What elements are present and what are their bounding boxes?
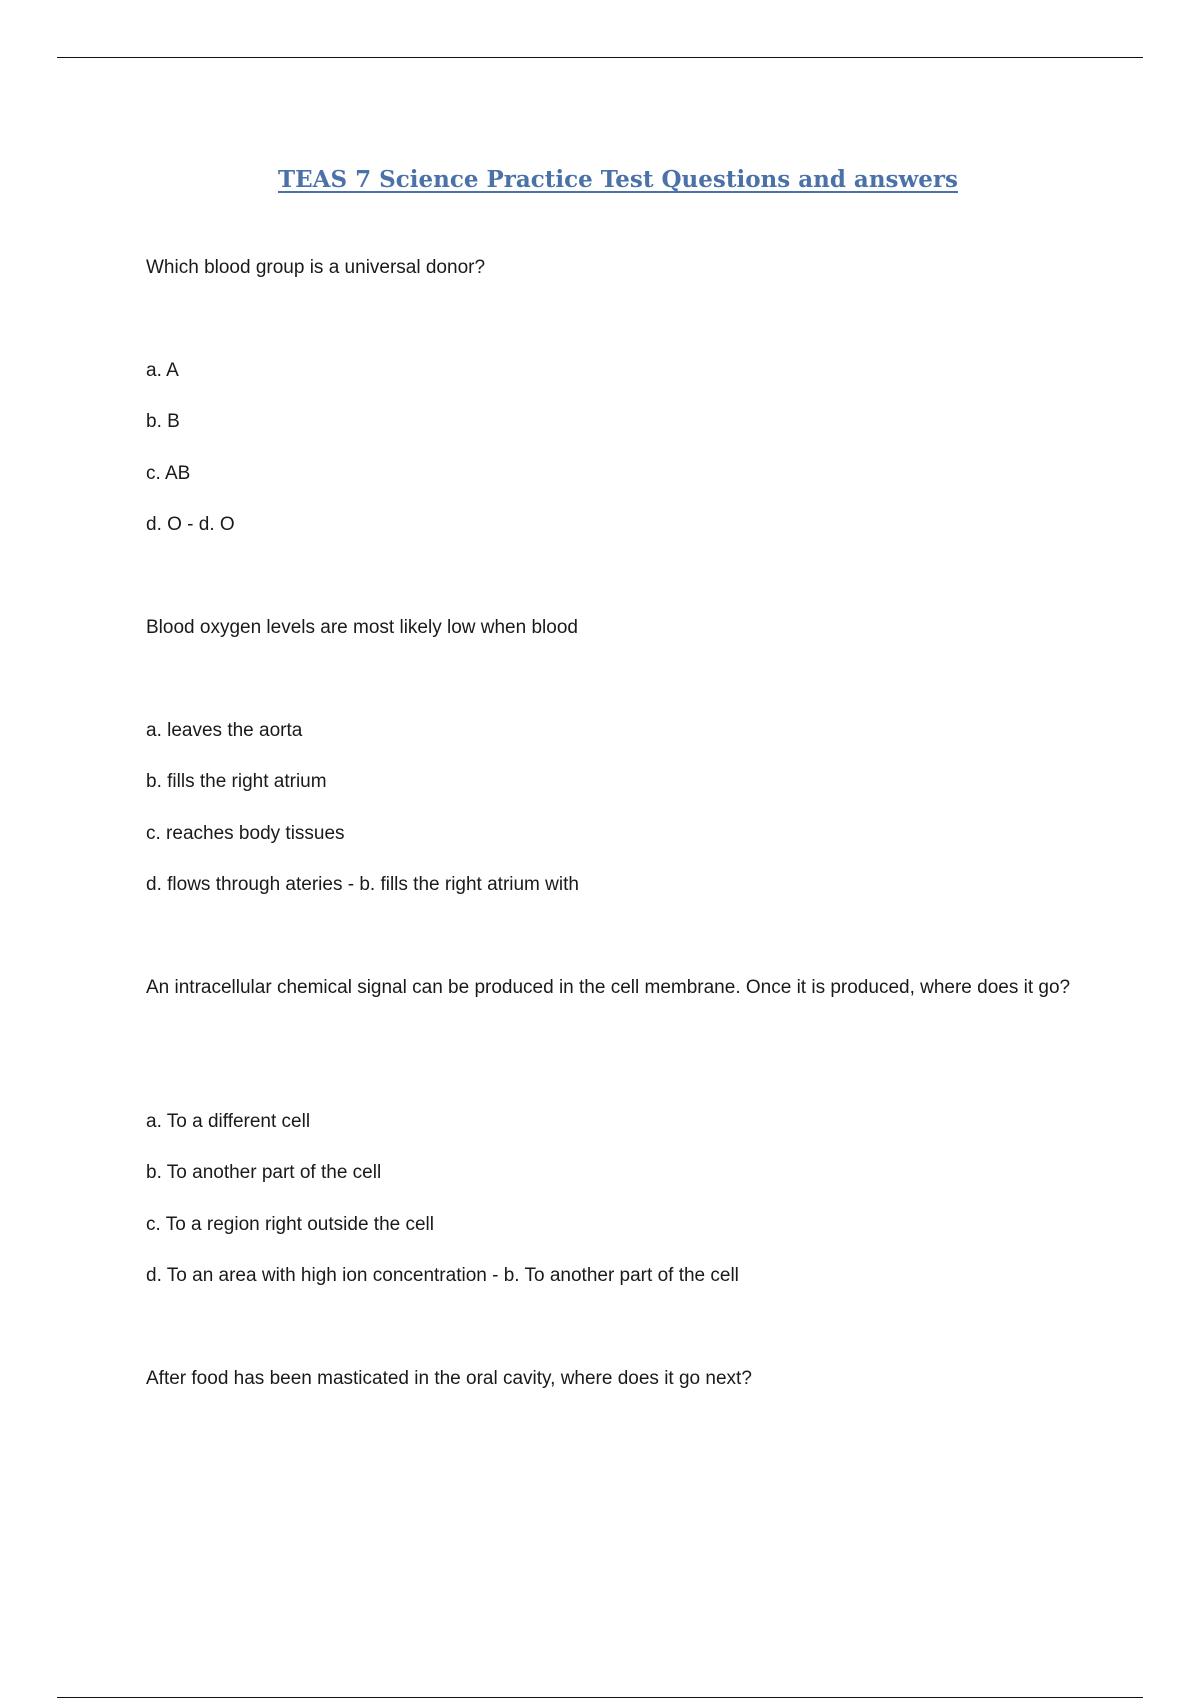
- question-3: An intracellular chemical signal can be produced in the cell membrane. Once it is produced, where does it go?: [146, 977, 1071, 998]
- question-3-option-c: c. To a region right outside the cell: [146, 1214, 434, 1235]
- question-1-option-a: a. A: [146, 360, 179, 381]
- question-2-option-a: a. leaves the aorta: [146, 720, 303, 741]
- document-title: TEAS 7 Science Practice Test Questions and answers: [278, 166, 958, 193]
- question-2-option-d: d. flows through ateries - b. fills the right atrium with: [146, 874, 579, 895]
- question-1: Which blood group is a universal donor?: [146, 257, 486, 278]
- question-1-option-d: d. O - d. O: [146, 514, 235, 535]
- question-4: After food has been masticated in the oral cavity, where does it go next?: [146, 1368, 752, 1389]
- bottom-rule: [57, 1697, 1143, 1698]
- question-2-option-b: b. fills the right atrium: [146, 771, 327, 792]
- question-1-option-c: c. AB: [146, 463, 191, 484]
- question-3-option-d: d. To an area with high ion concentration - b. To another part of the cell: [146, 1265, 739, 1286]
- question-3-option-b: b. To another part of the cell: [146, 1162, 382, 1183]
- question-2-option-c: c. reaches body tissues: [146, 823, 345, 844]
- top-rule: [57, 57, 1143, 58]
- question-1-option-b: b. B: [146, 411, 180, 432]
- question-3-option-a: a. To a different cell: [146, 1111, 311, 1132]
- question-2: Blood oxygen levels are most likely low when blood: [146, 617, 578, 638]
